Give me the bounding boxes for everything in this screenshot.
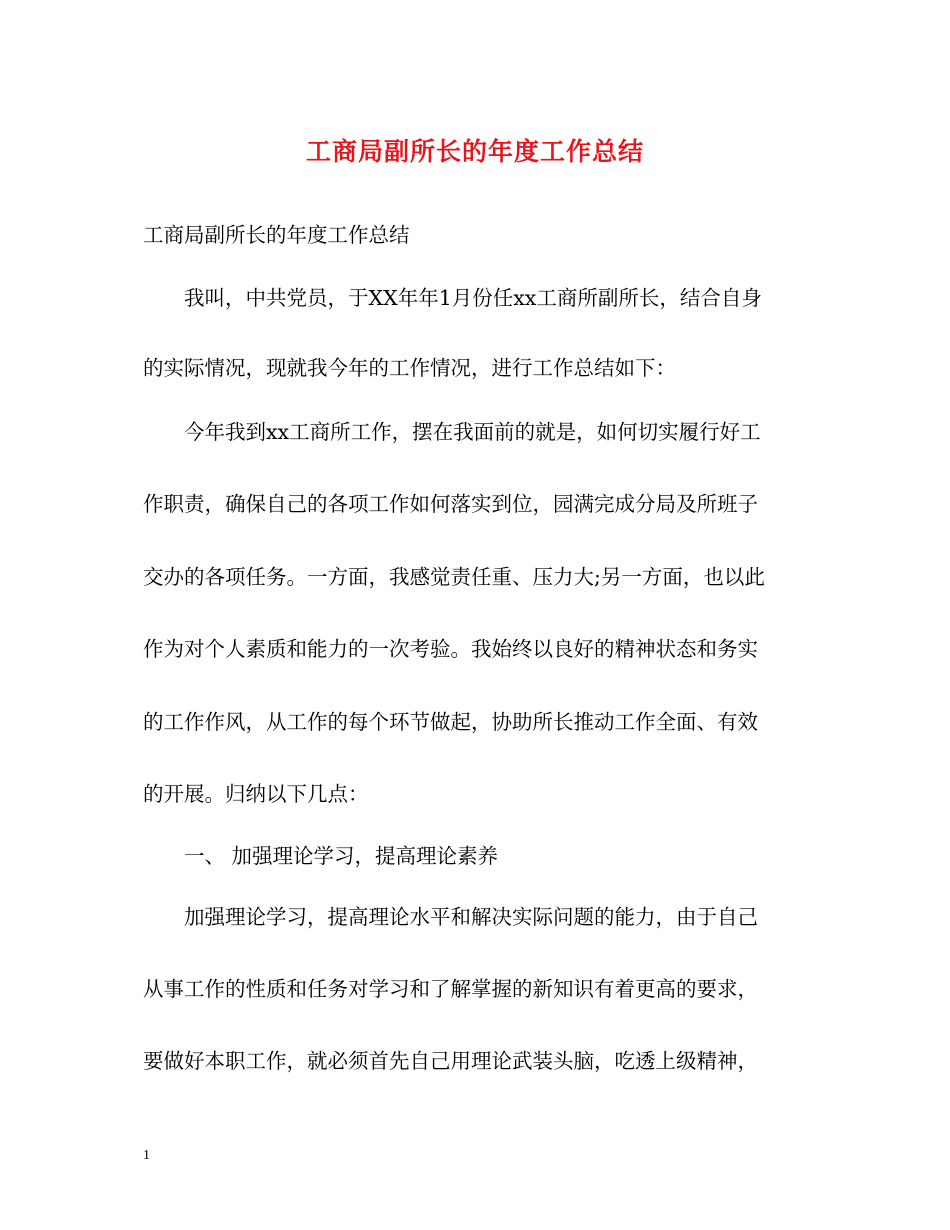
paragraph-line: 的工作作风，从工作的每个环节做起，协助所长推动工作全面、有效: [143, 710, 758, 734]
paragraph-line: 作职责，确保自己的各项工作如何落实到位，园满完成分局及所班子: [143, 492, 758, 516]
paragraph-line: 我叫，中共党员，于XX年年1月份任xx工商所副所长，结合自身: [184, 286, 762, 310]
page-number: 1: [143, 1148, 150, 1163]
paragraph-line: 从事工作的性质和任务对学习和了解掌握的新知识有着更高的要求，: [143, 977, 758, 1001]
section-heading: 一、 加强理论学习，提高理论素养: [184, 844, 499, 868]
paragraph-line: 要做好本职工作，就必须首先自己用理论武装头脑，吃透上级精神，: [143, 1049, 758, 1073]
paragraph-line: 的实际情况，现就我今年的工作情况，进行工作总结如下：: [143, 356, 676, 380]
subtitle-line: 工商局副所长的年度工作总结: [143, 223, 410, 247]
paragraph-line: 的开展。归纳以下几点：: [143, 782, 369, 806]
paragraph-line: 交办的各项任务。一方面，我感觉责任重、压力大;另一方面，也以此: [143, 565, 765, 589]
document-title: 工商局副所长的年度工作总结: [305, 137, 644, 166]
paragraph-line: 今年我到xx工商所工作，摆在我面前的就是，如何切实履行好工: [184, 420, 761, 444]
paragraph-line: 加强理论学习，提高理论水平和解决实际问题的能力，由于自己: [184, 905, 758, 929]
paragraph-line: 作为对个人素质和能力的一次考验。我始终以良好的精神状态和务实: [143, 637, 758, 661]
